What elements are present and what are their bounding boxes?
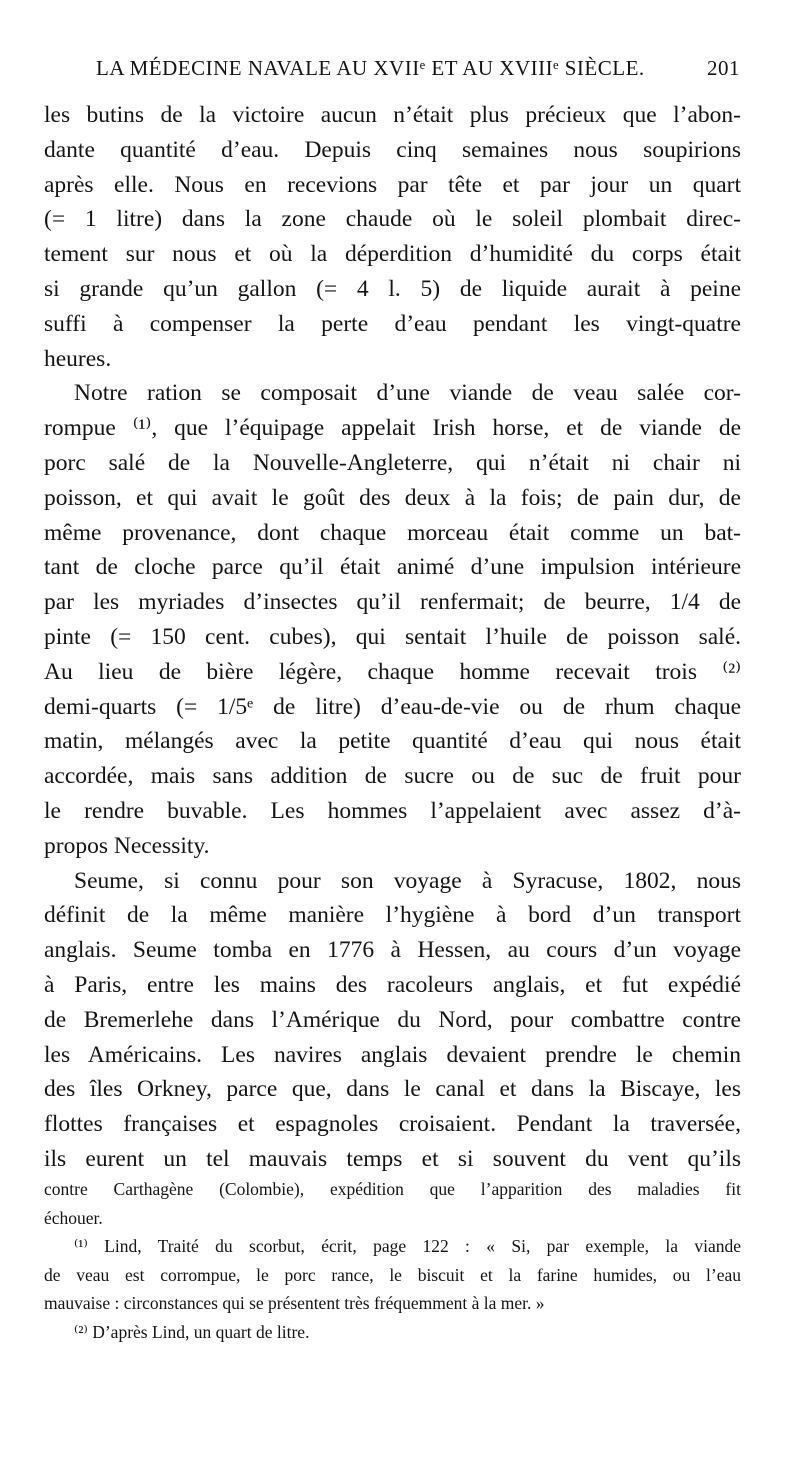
text-line: porc salé de la Nouvelle-Angleterre, qui n’était ni chair ni	[44, 449, 741, 476]
text-line: à Paris, entre les mains des racoleurs anglais, et fut expédié	[44, 971, 741, 998]
text-line: pinte (= 150 cent. cubes), qui sentait l’huile de poisson salé.	[44, 623, 741, 650]
text-line: après elle. Nous en recevions par tête et par jour un quart	[44, 171, 741, 198]
footnotes	[44, 1175, 741, 1346]
text-line: les Américains. Les navires anglais devaient prendre le chemin	[44, 1041, 741, 1068]
text-line: ils eurent un tel mauvais temps et si souvent du vent qu’ils	[44, 1145, 741, 1172]
text-line: si grande qu’un gallon (= 4 l. 5) de liquide aurait à peine	[44, 275, 741, 302]
footnote-line: ⁽¹⁾ Lind, Traité du scorbut, écrit, page 122 : « Si, par exemple, la viande	[74, 1236, 741, 1256]
footnote-line: ⁽²⁾ D’après Lind, un quart de litre.	[74, 1321, 310, 1342]
text-line: suffi à compenser la perte d’eau pendant les vingt-quatre	[44, 310, 741, 337]
footnote-line: mauvaise : circonstances qui se présentent très fréquemment à la mer. »	[44, 1293, 545, 1313]
text-line: de Bremerlehe dans l’Amérique du Nord, pour combattre contre	[44, 1006, 741, 1033]
text-line: des îles Orkney, parce que, dans le canal et dans la Biscaye, les	[44, 1076, 741, 1103]
page-number: 201	[707, 56, 740, 80]
text-line: poisson, et qui avait le goût des deux à la fois; de pain dur, de	[44, 484, 741, 511]
text-line: le rendre buvable. Les hommes l’appelaient avec assez d’à-	[44, 797, 741, 824]
text-line: accordée, mais sans addition de sucre ou de suc de fruit pour	[44, 763, 741, 790]
text-line: Notre ration se composait d’une viande de veau salée cor-	[74, 380, 741, 407]
text-line: définit de la même manière l’hygiène à bord d’un transport	[44, 902, 741, 929]
main-text	[44, 98, 741, 1177]
text-line: propos Necessity.	[44, 832, 210, 859]
text-line: par les myriades d’insectes qu’il renfermait; de beurre, 1/4 de	[44, 589, 741, 616]
text-line: rompue ⁽¹⁾, que l’équipage appelait Irish horse, et de viande de	[44, 415, 741, 442]
footnote-line: contre Carthagène (Colombie), expédition que l’apparition des maladies fit	[44, 1179, 741, 1199]
text-line: tement sur nous et où la déperdition d’humidité du corps était	[44, 241, 741, 268]
text-line: même provenance, dont chaque morceau était comme un bat-	[44, 519, 741, 546]
text-line: flottes françaises et espagnoles croisaient. Pendant la traversée,	[44, 1111, 741, 1138]
text-line: Au lieu de bière légère, chaque homme recevait trois ⁽²⁾	[44, 658, 741, 685]
running-title: LA MÉDECINE NAVALE AU XVIIᵉ ET AU XVIIIᵉ SIÈCLE.	[96, 56, 645, 80]
text-line: les butins de la victoire aucun n’était plus précieux que l’abon-	[44, 102, 741, 128]
text-line: anglais. Seume tomba en 1776 à Hessen, au cours d’un voyage	[44, 937, 741, 964]
footnote-line: de veau est corrompue, le porc rance, le biscuit et la farine humides, ou l’eau	[44, 1264, 741, 1285]
page-header	[96, 56, 740, 90]
text-line: tant de cloche parce qu’il était animé d’une impulsion intérieure	[44, 554, 741, 581]
text-line: matin, mélangés avec la petite quantité d’eau qui nous était	[44, 728, 741, 755]
text-line: Seume, si connu pour son voyage à Syracuse, 1802, nous	[74, 867, 741, 894]
text-line: dante quantité d’eau. Depuis cinq semaines nous soupirions	[44, 136, 741, 163]
footnote-line: échouer.	[44, 1207, 103, 1228]
text-line: (= 1 litre) dans la zone chaude où le soleil plombait direc-	[44, 206, 741, 233]
text-line: heures.	[44, 345, 112, 372]
text-line: demi-quarts (= 1/5ᵉ de litre) d’eau-de-vie ou de rhum chaque	[44, 693, 741, 720]
